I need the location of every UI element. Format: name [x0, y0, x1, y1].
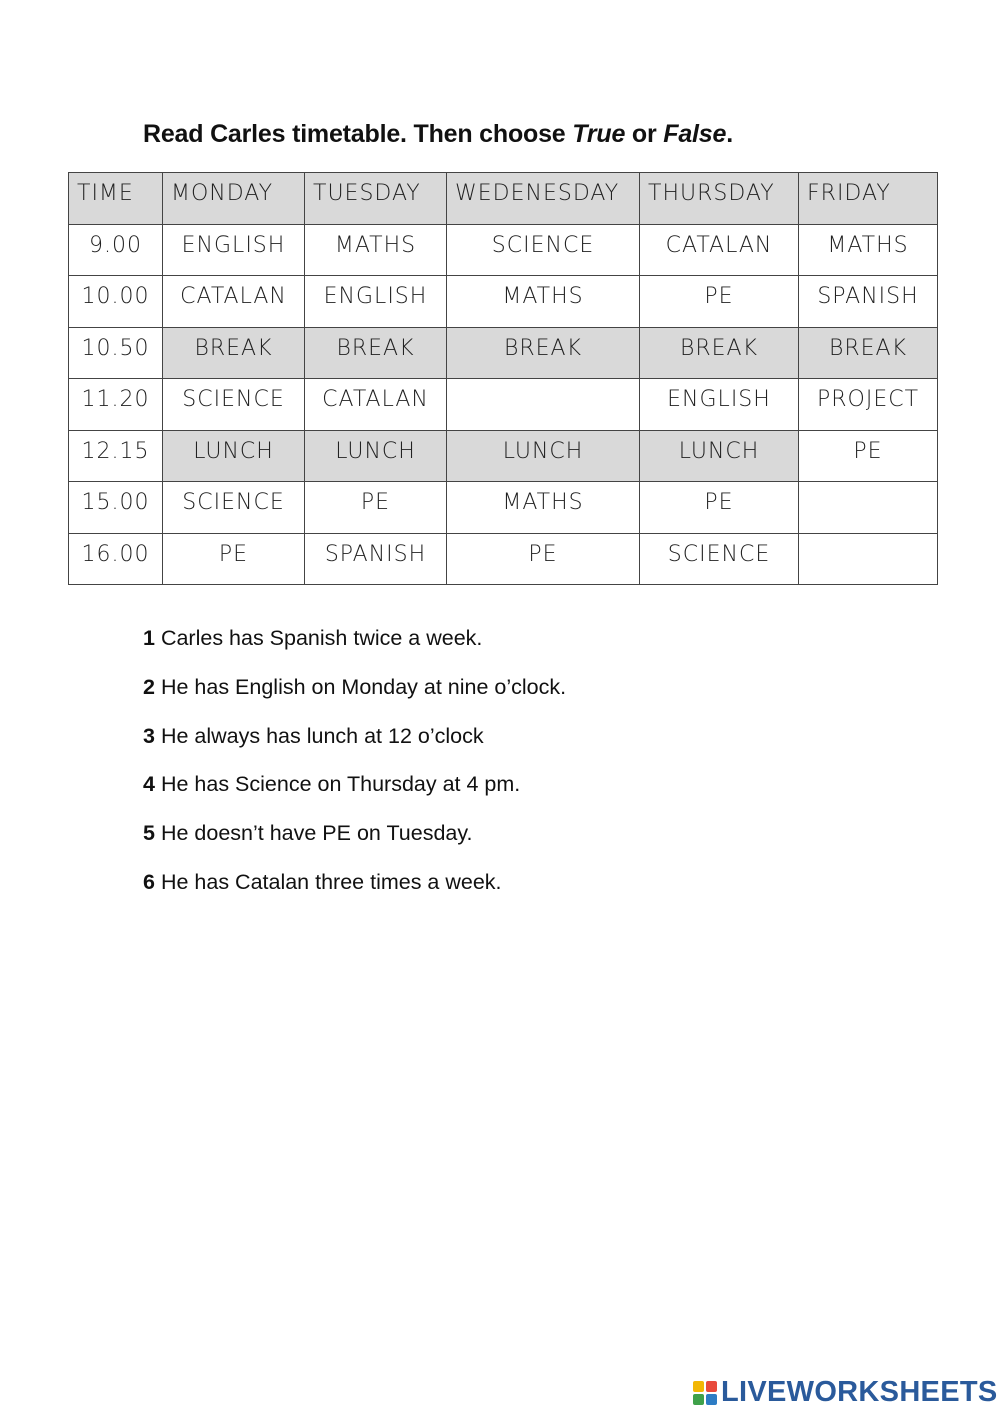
timetable-header-row [69, 173, 938, 225]
worksheet-title [143, 120, 733, 149]
question-number: 2 [143, 674, 155, 699]
title-text: Read Carles timetable. Then choose [143, 120, 573, 148]
lesson-cell: MATHS [799, 224, 938, 276]
time-cell: 10.00 [69, 276, 163, 328]
lesson-cell [799, 482, 938, 534]
question-list [143, 626, 566, 919]
header-time: TIME [69, 173, 163, 225]
lesson-cell: SCIENCE [447, 224, 640, 276]
table-row [69, 533, 938, 585]
lesson-cell: PE [640, 482, 799, 534]
question-1 [143, 626, 566, 675]
time-cell: 16.00 [69, 533, 163, 585]
break-cell: BREAK [640, 327, 799, 379]
logo-text: LIVEWORKSHEETS [721, 1376, 998, 1408]
time-cell: 9.00 [69, 224, 163, 276]
table-row [69, 327, 938, 379]
lesson-cell: SPANISH [305, 533, 447, 585]
lesson-cell: SCIENCE [640, 533, 799, 585]
question-6 [143, 870, 566, 919]
question-text: He always has lunch at 12 o’clock [154, 723, 484, 748]
header-thursday: THURSDAY [640, 173, 799, 225]
timetable [68, 172, 938, 585]
question-text: He has Catalan three times a week. [154, 869, 502, 894]
break-cell: BREAK [305, 327, 447, 379]
title-or-word: or [625, 120, 664, 148]
lesson-cell: PE [447, 533, 640, 585]
table-row [69, 482, 938, 534]
question-4 [143, 772, 566, 821]
lesson-cell: ENGLISH [305, 276, 447, 328]
lesson-cell: PROJECT [799, 379, 938, 431]
lesson-cell [447, 379, 640, 431]
title-period: . [726, 120, 733, 148]
lesson-cell: MATHS [447, 482, 640, 534]
lesson-cell: CATALAN [305, 379, 447, 431]
header-wednesday: WEDENESDAY [447, 173, 640, 225]
question-number: 5 [143, 821, 155, 846]
table-row [69, 224, 938, 276]
lesson-cell: ENGLISH [163, 224, 305, 276]
question-number: 6 [143, 869, 155, 894]
lesson-cell: SCIENCE [163, 379, 305, 431]
time-cell: 10.50 [69, 327, 163, 379]
question-number: 1 [143, 626, 155, 650]
question-2 [143, 675, 566, 724]
lunch-cell: LUNCH [640, 430, 799, 482]
question-text: He has English on Monday at nine o’clock. [154, 674, 567, 699]
question-number: 3 [143, 723, 155, 748]
header-monday: MONDAY [163, 173, 305, 225]
lesson-cell: ENGLISH [640, 379, 799, 431]
header-tuesday: TUESDAY [305, 173, 447, 225]
question-number: 4 [143, 772, 155, 797]
break-cell: BREAK [447, 327, 640, 379]
lesson-cell [799, 533, 938, 585]
liveworksheets-logo [693, 1376, 998, 1409]
time-cell: 11.20 [69, 379, 163, 431]
break-cell: BREAK [163, 327, 305, 379]
table-row [69, 430, 938, 482]
question-5 [143, 821, 566, 870]
lesson-cell: SPANISH [799, 276, 938, 328]
table-row [69, 379, 938, 431]
lunch-cell: LUNCH [305, 430, 447, 482]
title-false-word: False [663, 120, 727, 148]
table-row [69, 276, 938, 328]
break-cell: BREAK [799, 327, 938, 379]
lesson-cell: MATHS [447, 276, 640, 328]
lunch-cell: LUNCH [447, 430, 640, 482]
lesson-cell: PE [799, 430, 938, 482]
lunch-cell: LUNCH [163, 430, 305, 482]
lesson-cell: PE [640, 276, 799, 328]
lesson-cell: MATHS [305, 224, 447, 276]
question-3 [143, 724, 566, 773]
lesson-cell: SCIENCE [163, 482, 305, 534]
question-text: He has Science on Thursday at 4 pm. [154, 772, 521, 797]
time-cell: 15.00 [69, 482, 163, 534]
title-true-word: True [572, 120, 626, 148]
header-friday: FRIDAY [799, 173, 938, 225]
time-cell: 12.15 [69, 430, 163, 482]
liveworksheets-logo-icon [693, 1381, 717, 1405]
question-text: He doesn’t have PE on Tuesday. [154, 821, 473, 846]
lesson-cell: PE [305, 482, 447, 534]
lesson-cell: CATALAN [163, 276, 305, 328]
question-text: Carles has Spanish twice a week. [154, 626, 483, 650]
lesson-cell: PE [163, 533, 305, 585]
lesson-cell: CATALAN [640, 224, 799, 276]
